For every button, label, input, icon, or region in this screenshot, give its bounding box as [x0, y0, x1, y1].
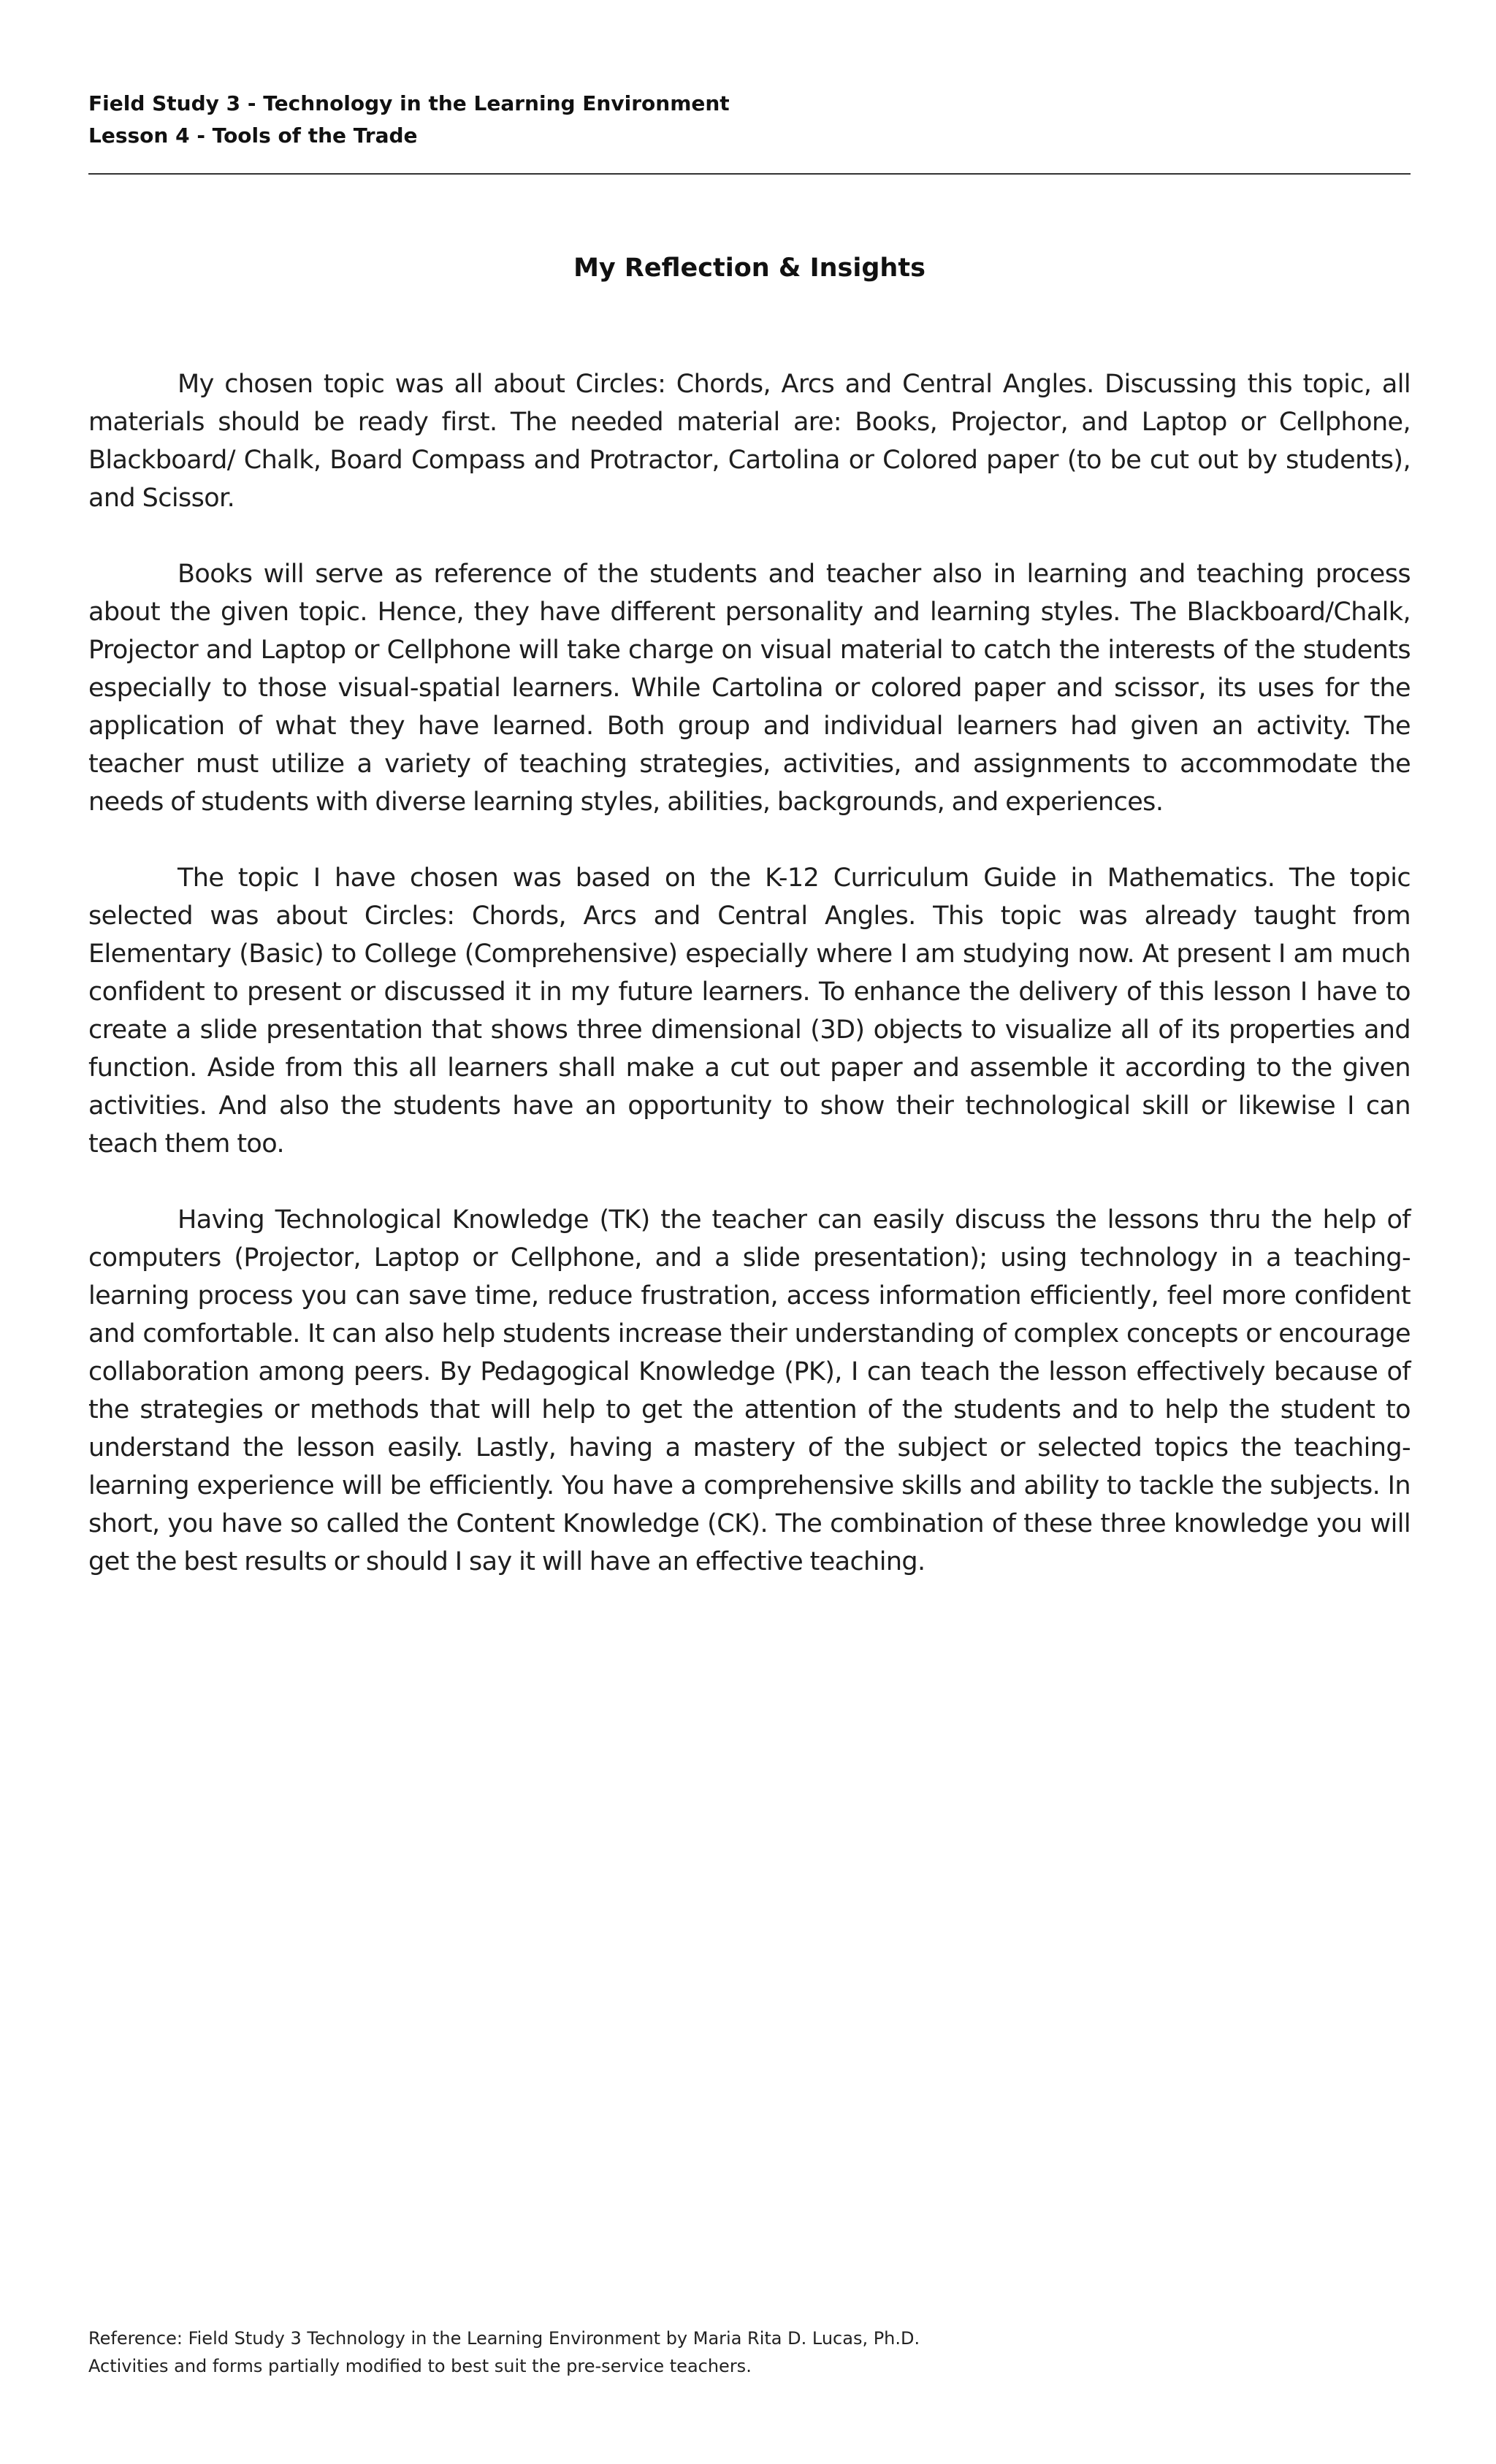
reflection-body [88, 365, 1411, 1619]
page-footer [88, 2324, 1411, 2380]
footer-note: Activities and forms partially modified to best suit the pre-service teachers. [88, 2356, 752, 2376]
page-title: My Reflection & Insights [573, 253, 926, 283]
paragraph-topic-choice: The topic I have chosen was based on the K-12 Curriculum Guide in Mathematics. The topic selected was about Circles: Chords, Arcs and Central Angles. This topic was already taught from Elementary (Basic) to College (Comprehensive) especially where I am studying now. At present I am much confident to present or discussed it in my future learners. To enhance the delivery of this lesson I have to create a slide presentation that shows three dimensional (3D) objects to visualize all of its properties and function. Aside from this all learners shall make a cut out paper and assemble it according to the given activities. And also the students have an opportunity to show their technological skill or likewise I can teach them too. [88, 863, 1411, 1159]
lesson-title: Lesson 4 - Tools of the Trade [88, 123, 418, 148]
footer-reference: Reference: Field Study 3 Technology in the Learning Environment by Maria Rita D. Lucas, Ph.D. [88, 2328, 920, 2349]
paragraph-tpack: Having Technological Knowledge (TK) the teacher can easily discuss the lessons thru the help of computers (Projector, Laptop or Cellphone, and a slide presentation); using technology in a teaching-learning process you can save time, reduce frustration, access information efficiently, feel more confident and comfortable. It can also help students increase their understanding of complex concepts or encourage collaboration among peers. By Pedagogical Knowledge (PK), I can teach the lesson effectively because of the strategies or methods that will help to get the attention of the students and to help the student to understand the lesson easily. Lastly, having a mastery of the subject or selected topics the teaching-learning experience will be efficiently. You have a comprehensive skills and ability to tackle the subjects. In short, you have so called the Content Knowledge (CK). The combination of these three knowledge you will get the best results or should I say it will have an effective teaching. [88, 1205, 1411, 1576]
course-title: Field Study 3 - Technology in the Learning Environment [88, 91, 730, 115]
header-divider [88, 173, 1411, 175]
page-header [88, 88, 1411, 152]
paragraph-material-uses: Books will serve as reference of the students and teacher also in learning and teaching process about the given topic. Hence, they have different personality and learning styles. The Blackboard/Chalk, Projector and Laptop or Cellphone will take charge on visual material to catch the interests of the students especially to those visual-spatial learners. While Cartolina or colored paper and scissor, its uses for the application of what they have learned. Both group and individual learners had given an activity. The teacher must utilize a variety of teaching strategies, activities, and assignments to accommodate the needs of students with diverse learning styles, abilities, backgrounds, and experiences. [88, 560, 1411, 817]
paragraph-materials: My chosen topic was all about Circles: Chords, Arcs and Central Angles. Discussing this topic, all materials should be ready first. The needed material are: Books, Projector, and Laptop or Cellphone, Blackboard/ Chalk, Board Compass and Protractor, Cartolina or Colored paper (to be cut out by students), and Scissor. [88, 370, 1411, 513]
